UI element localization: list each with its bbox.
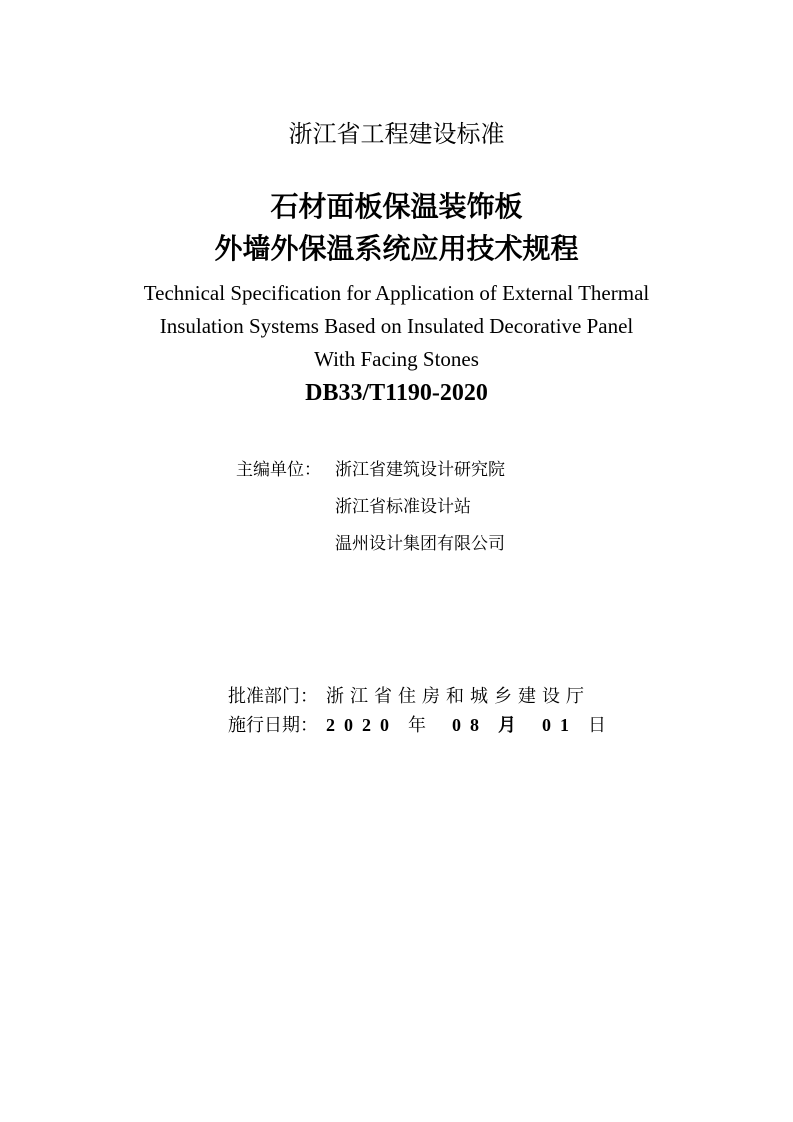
effective-year: 2020 [326,715,398,735]
effective-day: 01 [542,715,578,735]
effective-date [326,711,632,740]
standard-category: 浙江省工程建设标准 [288,120,505,148]
chief-editors-label: 主编单位： [236,460,321,480]
approval-block [228,683,632,740]
effective-date-label: 施行日期： [228,715,318,736]
editor-unit: 浙江省建筑设计研究院 [335,460,505,480]
title-cn-line1: 石材面板保温装饰板 [270,190,523,223]
effective-month: 08 [452,715,488,735]
year-unit: 年 [408,715,426,736]
title-en-line1: Technical Specification for Application of External Thermal [143,281,650,305]
standard-code: DB33/T1190-2020 [305,380,488,406]
title-cn-line2: 外墙外保温系统应用技术规程 [214,232,579,265]
title-en-line2: Insulation Systems Based on Insulated Decorative Panel [159,314,634,338]
editor-unit: 浙江省标准设计站 [335,497,471,517]
title-en-line3: With Facing Stones [314,347,479,371]
approval-dept-label: 批准部门： [228,686,318,707]
editor-unit: 温州设计集团有限公司 [335,534,505,554]
chief-editors-block [236,452,505,563]
approval-dept-value: 浙江省住房和城乡建设厅 [326,686,590,707]
month-unit: 月 [498,715,516,736]
day-unit: 日 [588,715,606,736]
